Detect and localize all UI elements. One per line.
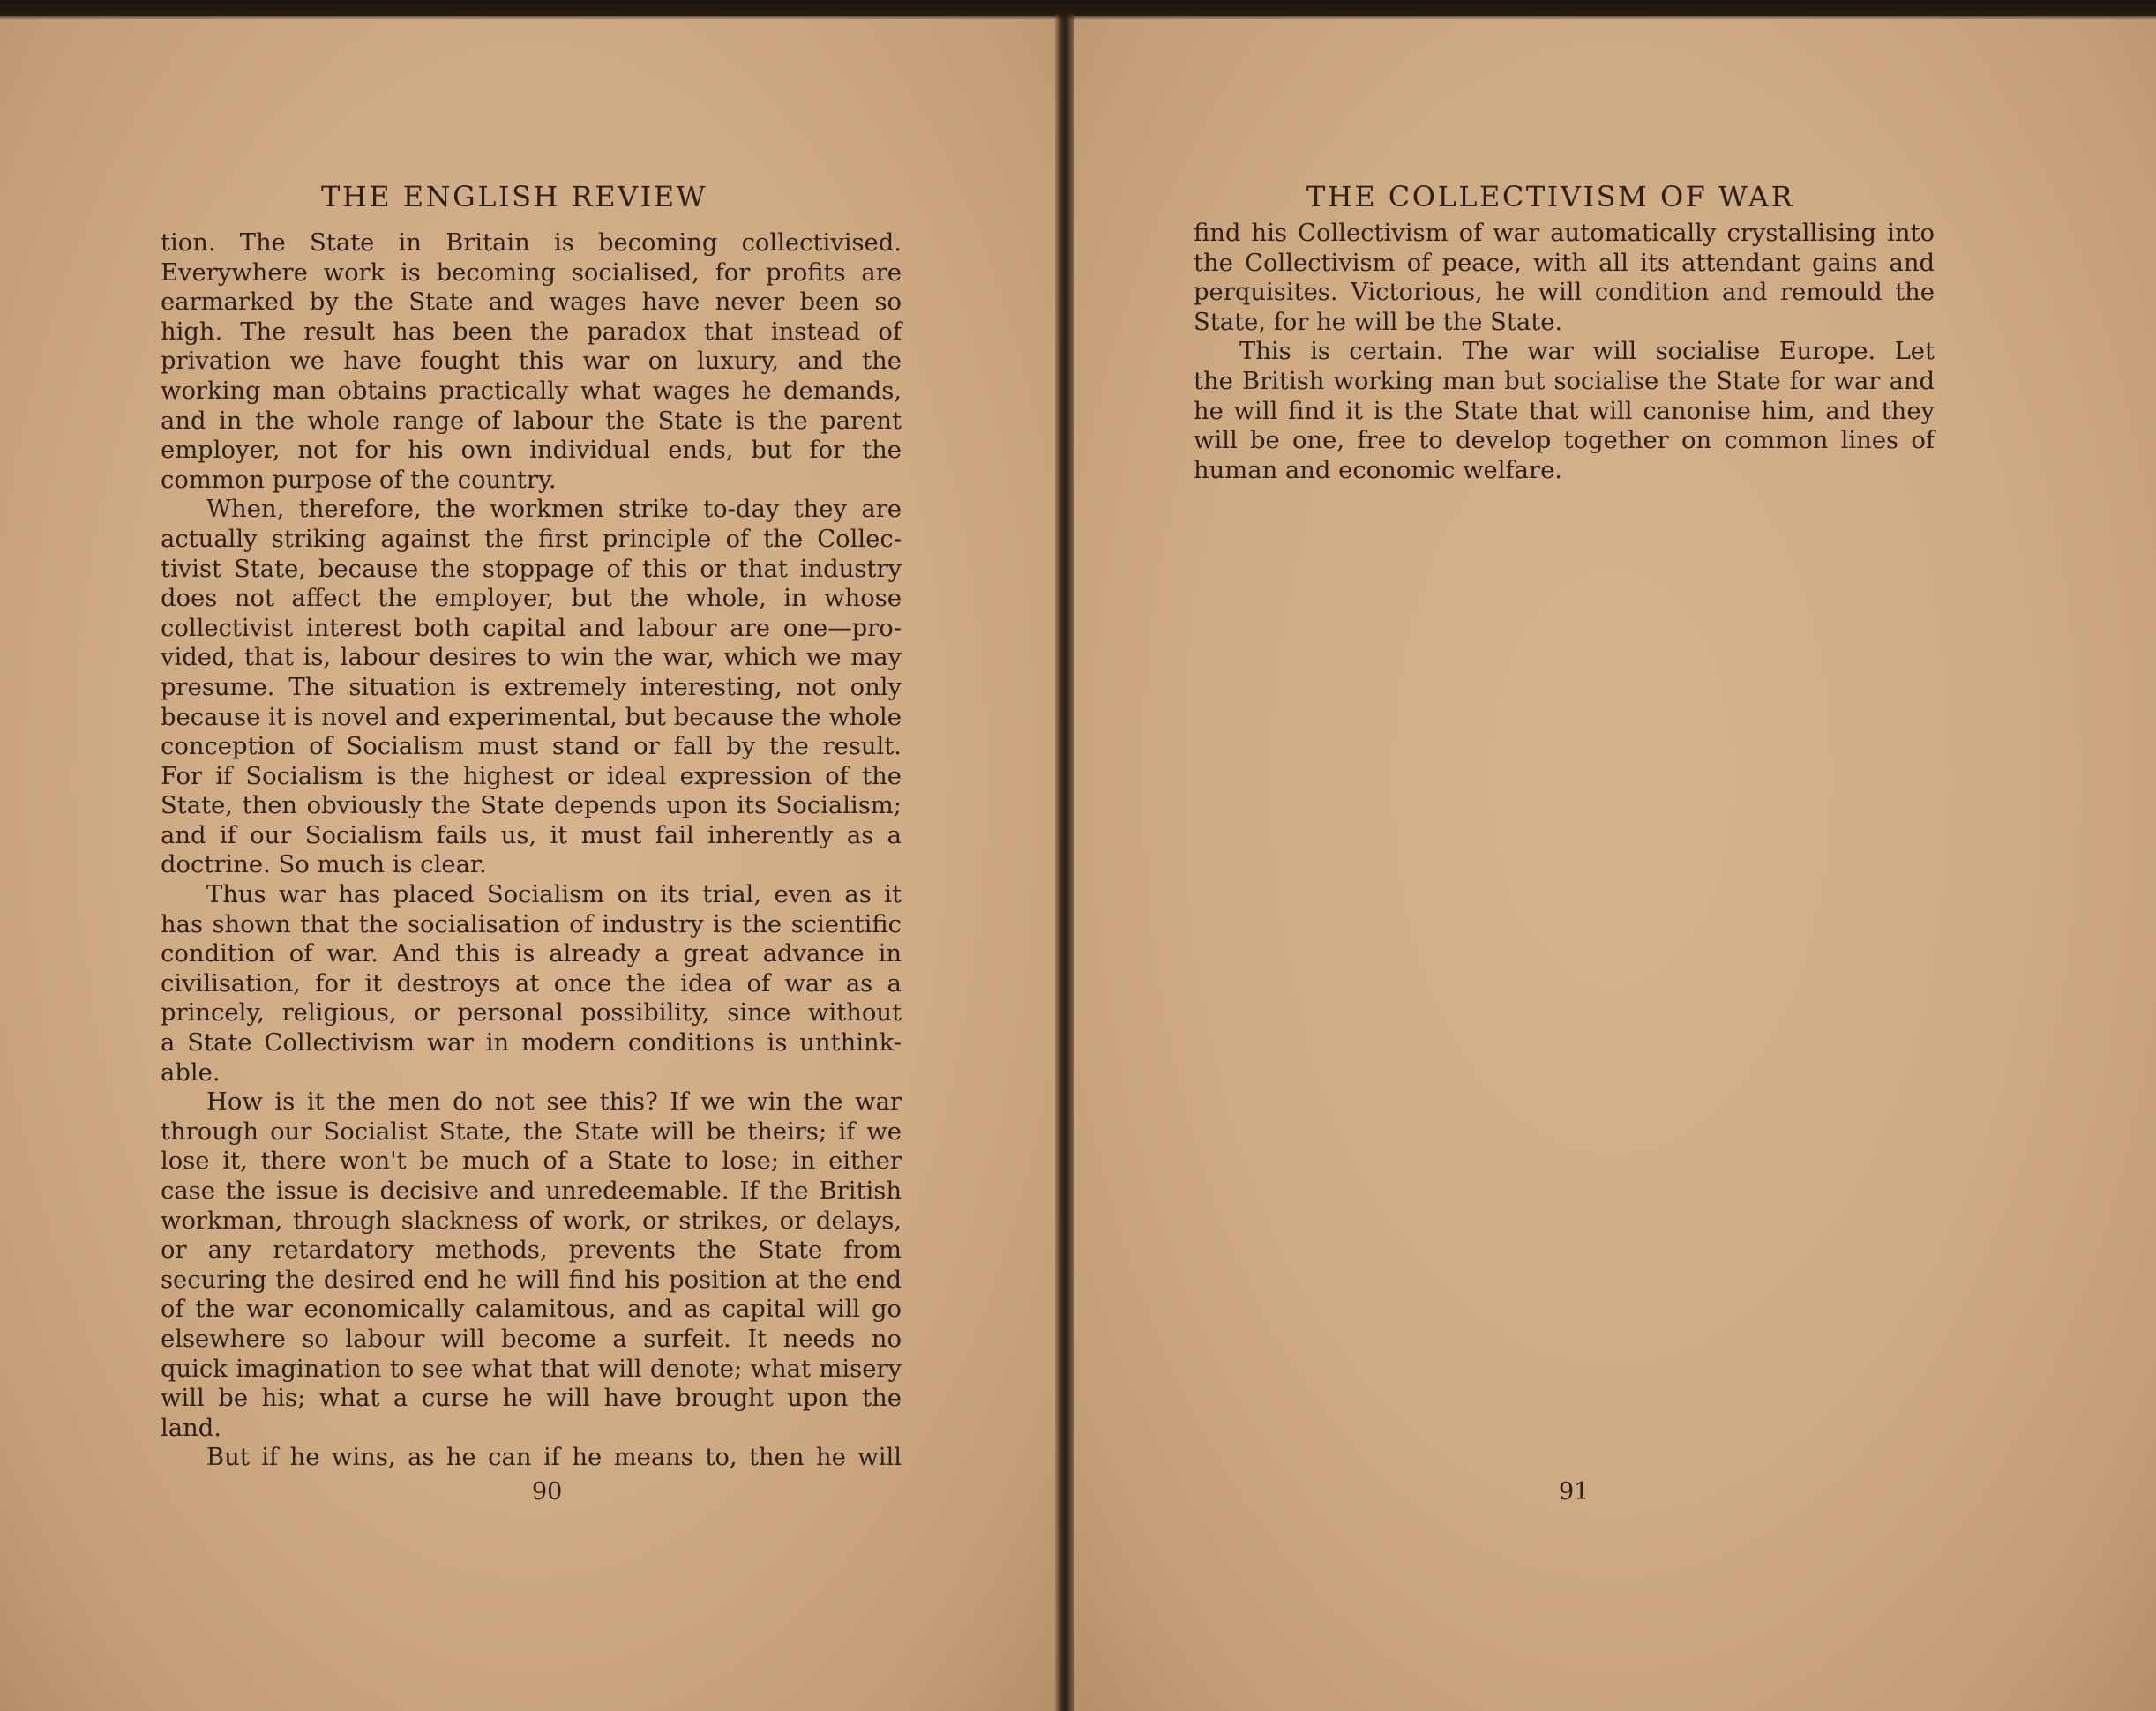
text-line: he will find it is the State that will canonise him, and they (1194, 397, 1935, 425)
text-line: doctrine. So much is clear. (161, 851, 487, 879)
text-line: actually striking against the first principle of the Collec- (161, 525, 902, 553)
left-page (0, 16, 1061, 1711)
text-line: of the war economically calamitous, and as capital will go (161, 1296, 902, 1324)
text-line: elsewhere so labour will become a surfeit. It needs no (161, 1325, 902, 1353)
text-line: princely, religious, or personal possibility, since without (161, 999, 902, 1027)
text-line: lose it, there won't be much of a State to lose; in either (161, 1147, 902, 1176)
page-number-left: 90 (532, 1478, 563, 1506)
text-line: Thus war has placed Socialism on its trial, even as it (206, 881, 902, 909)
text-line: and in the whole range of labour the State is the parent (161, 407, 902, 435)
text-line: condition of war. And this is already a great advance in (161, 940, 902, 968)
body-text-left (161, 228, 902, 1473)
book-gutter (1055, 0, 1074, 1711)
text-line: civilisation, for it destroys at once the idea of war as a (161, 969, 902, 997)
text-line: State, for he will be the State. (1194, 308, 1563, 336)
text-line: able. (161, 1058, 221, 1087)
text-line: State, then obviously the State depends upon its Socialism; (161, 792, 902, 820)
text-line: high. The result has been the paradox that instead of (161, 318, 902, 346)
text-line: has shown that the socialisation of industry is the scientific (161, 910, 902, 938)
text-line: will be his; what a curse he will have brought upon the (161, 1385, 902, 1413)
text-line: land. (161, 1414, 221, 1442)
text-line: employer, not for his own individual ends, but for the (161, 437, 902, 465)
text-line: working man obtains practically what wages he demands, (161, 377, 902, 405)
running-head-right: THE COLLECTIVISM OF WAR (1306, 180, 1795, 213)
text-line: case the issue is decisive and unredeemable. If the British (161, 1177, 902, 1205)
text-line: a State Collectivism war in modern conditions is unthink- (161, 1029, 902, 1057)
text-line: collectivist interest both capital and labour are one—pro- (161, 614, 902, 642)
text-line: tivist State, because the stoppage of this or that industry (161, 555, 902, 583)
text-line: tion. The State in Britain is becoming collectivised. (161, 229, 902, 257)
text-line: the British working man but socialise the State for war and (1194, 367, 1935, 395)
text-line: securing the desired end he will find his position at the end (161, 1266, 902, 1294)
text-line: How is it the men do not see this? If we win the war (206, 1088, 902, 1117)
text-line: does not affect the employer, but the whole, in whose (161, 585, 902, 613)
text-line: because it is novel and experimental, but because the whole (161, 703, 902, 731)
text-line: will be one, free to develop together on common lines of (1194, 427, 1935, 455)
text-line: quick imagination to see what that will denote; what misery (161, 1355, 902, 1383)
text-line: For if Socialism is the highest or ideal expression of the (161, 762, 902, 790)
text-line: Everywhere work is becoming socialised, for profits are (161, 258, 902, 287)
page-number-right: 91 (1559, 1478, 1590, 1506)
text-line: privation we have fought this war on luxury, and the (161, 347, 902, 376)
text-line: presume. The situation is extremely interesting, not only (161, 673, 902, 701)
text-line: conception of Socialism must stand or fall by the result. (161, 733, 902, 761)
text-line: perquisites. Victorious, he will condition and remould the (1194, 279, 1935, 307)
text-line: earmarked by the State and wages have never been so (161, 288, 902, 317)
body-text-right (1194, 219, 1935, 485)
text-line: find his Collectivism of war automatically crystallising into (1194, 220, 1935, 247)
top-edge-shadow (0, 0, 2156, 19)
right-page (1068, 16, 2156, 1711)
text-line: vided, that is, labour desires to win the war, which we may (161, 644, 902, 672)
text-line: But if he wins, as he can if he means to, then he will (206, 1444, 902, 1472)
text-line: common purpose of the country. (161, 466, 557, 494)
text-line: This is certain. The war will socialise Europe. Let (1239, 338, 1935, 366)
text-line: or any retardatory methods, prevents the State from (161, 1237, 902, 1265)
text-line: human and economic welfare. (1194, 456, 1562, 484)
text-line: workman, through slackness of work, or strikes, or delays, (161, 1207, 902, 1235)
text-line: through our Socialist State, the State will be theirs; if we (161, 1117, 902, 1146)
text-line: When, therefore, the workmen strike to-day they are (206, 496, 902, 524)
text-line: and if our Socialism fails us, it must fail inherently as a (161, 821, 902, 849)
text-line: the Collectivism of peace, with all its attendant gains and (1194, 249, 1935, 277)
running-head-left: THE ENGLISH REVIEW (321, 180, 708, 213)
